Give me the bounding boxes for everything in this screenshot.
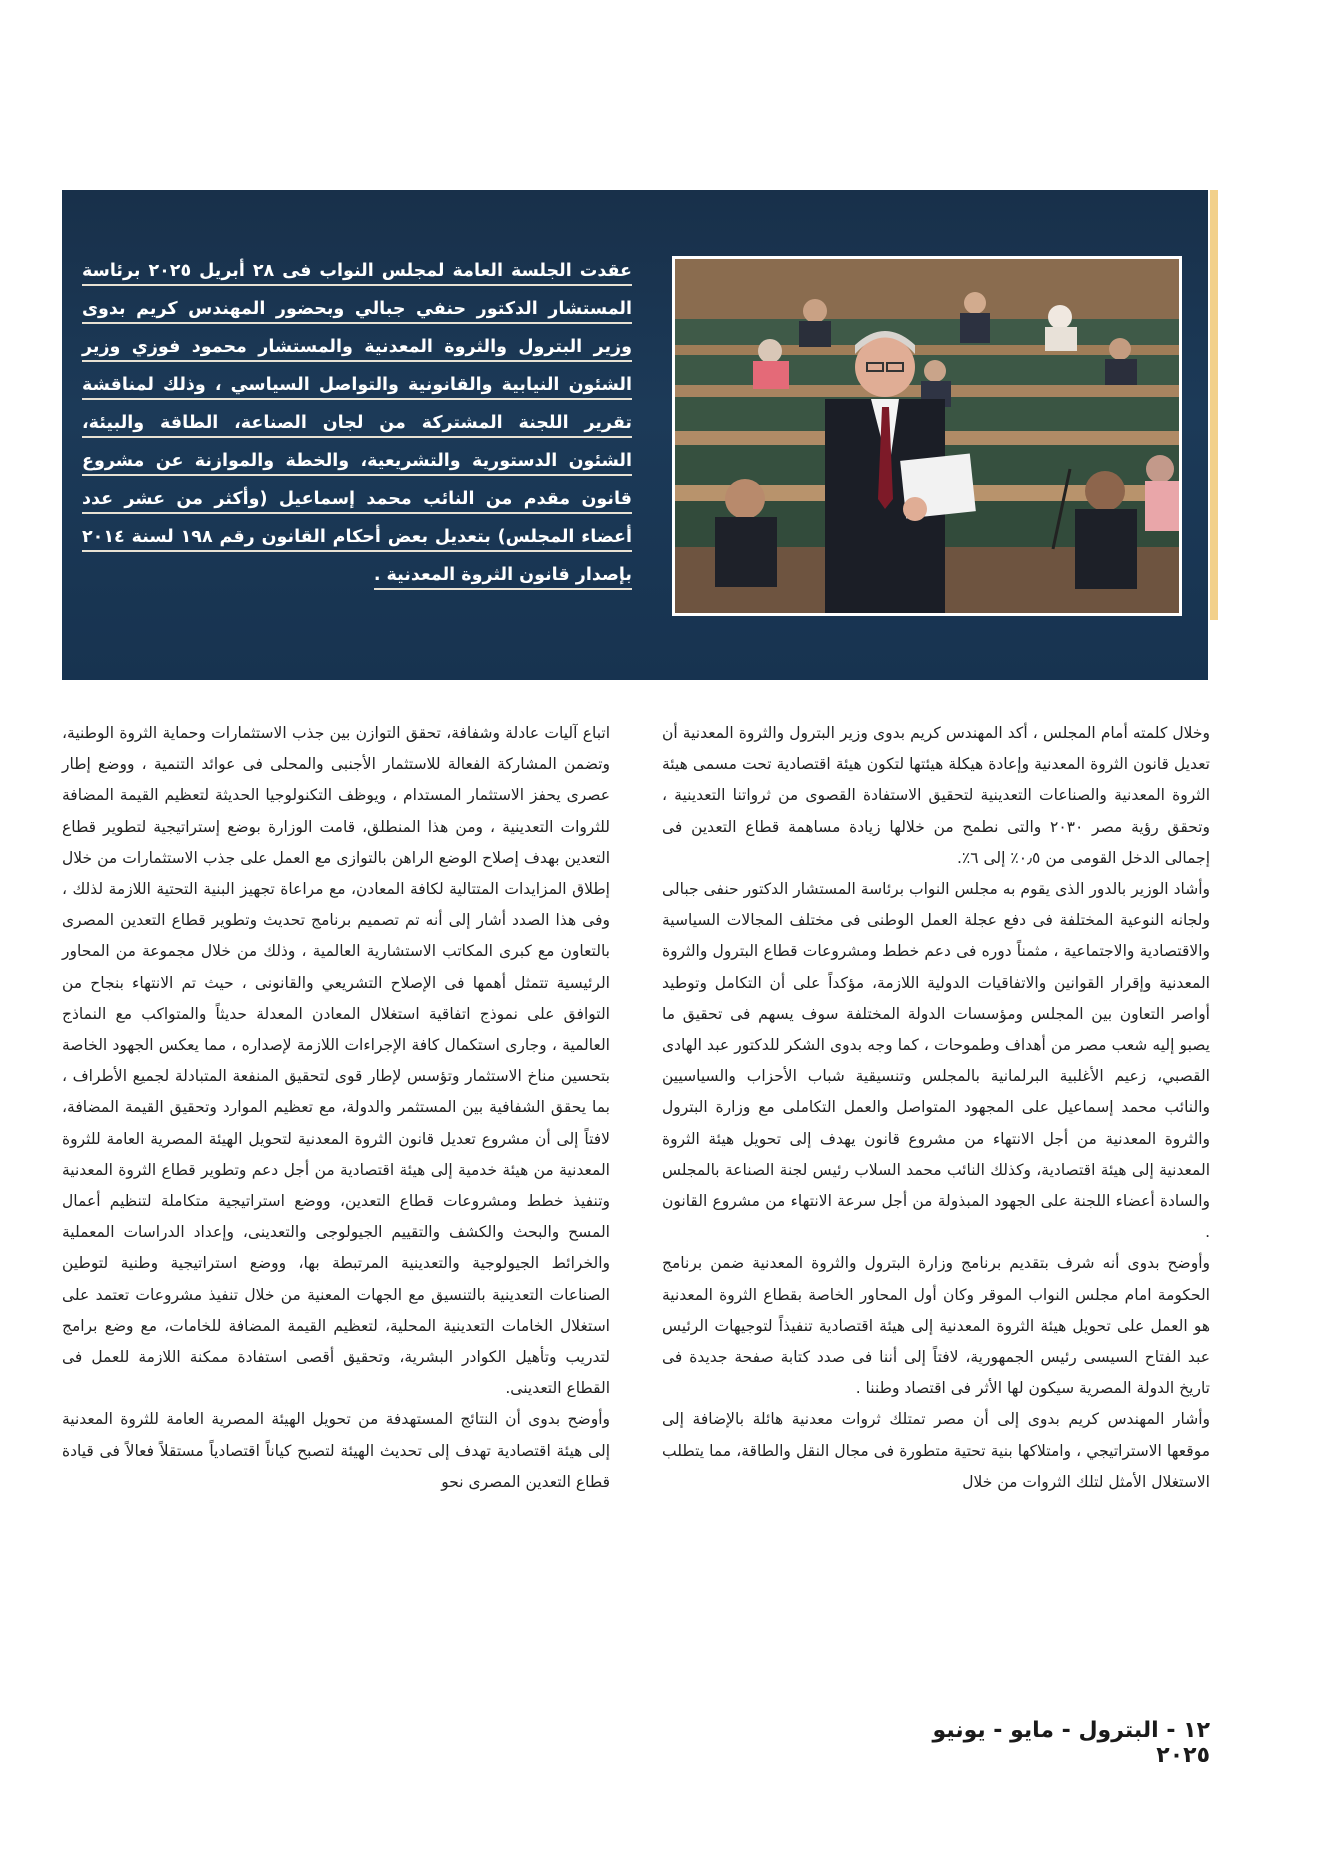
paragraph: وخلال كلمته أمام المجلس ، أكد المهندس كريم بدوى وزير البترول والثروة المعدنية أن تعديل قانون الثروة المعدنية وإعادة هيكلة هيئتها لتكون هيئة اقتصادية تحت مسمى هيئة الثروة المعدنية والصناعات التعدينية لتحقيق الاستفادة القصوى من ثرواتنا التعدينية ، وتحقق رؤية مصر ٢٠٣٠ والتى نطمح من خلالها زيادة مساهمة قطاع التعدين فى إجمالى الدخل القومى من ٠٫٥٪ إلى ٦٪. bbox=[662, 724, 1210, 867]
parliament-session-photo bbox=[672, 256, 1182, 616]
lead-text: عقدت الجلسة العامة لمجلس النواب فى ٢٨ أبريل ٢٠٢٥ برئاسة المستشار الدكتور حنفي جبالي وبحضور المهندس كريم بدوى وزير البترول والثروة المعدنية والمستشار محمود فوزي وزير الشئون النيابية والقانونية والتواصل السياسي ، وذلك لمناقشة تقرير اللجنة المشتركة من لجان الصناعة، الطاقة والبيئة، الشئون الدستورية والتشريعية، والخطة والموازنة عن مشروع قانون مقدم من النائب محمد إسماعيل (وأكثر من عشر عدد أعضاء المجلس) بتعديل بعض أحكام القانون رقم ١٩٨ لسنة ٢٠١٤ بإصدار قانون الثروة المعدنية . bbox=[82, 261, 632, 590]
paragraph: وأوضح بدوى أنه شرف بتقديم برنامج وزارة البترول والثروة المعدنية ضمن برنامج الحكومة امام مجلس النواب الموقر وكان أول المحاور الخاصة بقطاع الثروة المعدنية هو العمل على تحويل هيئة الثروة المعدنية إلى هيئة اقتصادية تنفيذاً لتوجيهات الرئيس عبد الفتاح السيسى رئيس الجمهورية، لافتاً إلى أننا فى صدد كتابة صفحة جديدة فى تاريخ الدولة المصرية سيكون لها الأثر فى اقتصاد وطننا . bbox=[662, 1254, 1210, 1398]
article-column-left bbox=[62, 718, 610, 1498]
article-column-right bbox=[662, 718, 1210, 1498]
paragraph: اتباع آليات عادلة وشفافة، تحقق التوازن بين جذب الاستثمارات وحماية الثروة الوطنية، وتضمن المشاركة الفعالة للاستثمار الأجنبى والمحلى فى عوائد التنمية ، ووضع إطار عصرى يحفز الاستثمار المستدام ، ويوظف التكنولوجيا الحديثة لتعظيم القيمة المضافة للثروات التعدينية ، ومن هذا المنطلق، قامت الوزارة بوضع إستراتيجية لتطوير قطاع التعدين بهدف إصلاح الوضع الراهن بالتوازى مع العمل على جذب الاستثمارات من خلال إطلاق المزايدات المتتالية لكافة المعادن، مع مراعاة تجهيز البنية التحتية اللازمة لذلك ، وفى هذا الصدد أشار إلى أنه تم تصميم برنامج تحديث وتطوير قطاع التعدين المصرى بالتعاون مع كبرى المكاتب الاستشارية العالمية ، وذلك من خلال مجموعة من المحاور الرئيسية تتمثل أهمها فى الإصلاح التشريعي والقانونى ، حيث تم الانتهاء بنجاح من التوافق على نموذج اتفاقية استغلال المعادن المعدلة حديثاً والمتواكب مع النماذج العالمية ، وجارى استكمال كافة الإجراءات اللازمة لإصداره ، مما يعكس الجهود الخاصة بتحسين مناخ الاستثمار وتؤسس لإطار قوى لتحقيق المنفعة المتبادلة لجميع الأطراف ، بما يحقق الشفافية بين المستثمر والدولة، مع تعظيم الموارد وتحقيق القيمة المضافة، لافتاً إلى أن مشروع تعديل قانون الثروة المعدنية لتحويل الهيئة المصرية العامة للثروة المعدنية من هيئة خدمية إلى هيئة اقتصادية من أجل دعم وتطوير قطاع الثروة المعدنية وتنفيذ خطط ومشروعات قطاع التعدين، ووضع استراتيجية متكاملة لتنظيم أعمال المسح والبحث والكشف والتقييم الجيولوجى والتعدينى، وإعداد الدراسات المعملية والخرائط الجيولوجية والتعدينية المرتبطة بها، ووضع استراتيجية وطنية لتوطين الصناعات التعدينية بالتنسيق مع الجهات المعنية من خلال تنفيذ مشروعات تعتمد على استغلال الخامات التعدينية المحلية، لتعظيم القيمة المضافة للخامات، مع وضع برامج لتدريب وتأهيل الكوادر البشرية، وتحقيق أقصى استفادة ممكنة اللازمة للعمل فى القطاع التعدينى. bbox=[62, 724, 610, 1398]
banner-accent-bar bbox=[1210, 190, 1218, 620]
lead-paragraph bbox=[82, 252, 632, 594]
page-folio: ١٢ - البترول - مايو - يونيو ٢٠٢٥ bbox=[932, 1718, 1210, 1768]
paragraph: وأشار المهندس كريم بدوى إلى أن مصر تمتلك ثروات معدنية هائلة بالإضافة إلى موقعها الاستراتيجي ، وامتلاكها بنية تحتية متطورة فى مجال النقل والطاقة، مما يتطلب الاستغلال الأمثل لتلك الثروات من خلال bbox=[662, 1410, 1210, 1491]
paragraph: وأشاد الوزير بالدور الذى يقوم به مجلس النواب برئاسة المستشار الدكتور حنفى جبالى ولجانه النوعية المختلفة فى دفع عجلة العمل الوطنى فى مختلف المجالات السياسية والاقتصادية والاجتماعية ، مثمناً دوره فى دعم خطط ومشروعات قطاع البترول والثروة المعدنية وإقرار القوانين والاتفاقيات الدولية اللازمة، مؤكداً على أن التكامل وتوطيد أواصر التعاون بين المجلس ومؤسسات الدولة المختلفة سوف يسهم فى تحقيق ما يصبو إليه شعب مصر من أهداف وطموحات ، كما وجه بدوى الشكر للدكتور عبد الهادى القصبي، زعيم الأغلبية البرلمانية بالمجلس وتنسيقية شباب الأحزاب والسياسيين والنائب محمد إسماعيل على المجهود المتواصل والعمل التكاملى مع وزارة البترول والثروة المعدنية من أجل الانتهاء من مشروع قانون يهدف إلى تحويل هيئة الثروة المعدنية إلى هيئة اقتصادية، وكذلك النائب محمد السلاب رئيس لجنة الصناعة بالمجلس والسادة أعضاء اللجنة على الجهود المبذولة من أجل سرعة الانتهاء من مشروع القانون . bbox=[662, 880, 1210, 1242]
paragraph: وأوضح بدوى أن النتائج المستهدفة من تحويل الهيئة المصرية العامة للثروة المعدنية إلى هيئة اقتصادية تهدف إلى تحديث الهيئة لتصبح كياناً اقتصادياً مستقلاً فعالاً فى قيادة قطاع التعدين المصرى نحو bbox=[62, 1410, 610, 1491]
